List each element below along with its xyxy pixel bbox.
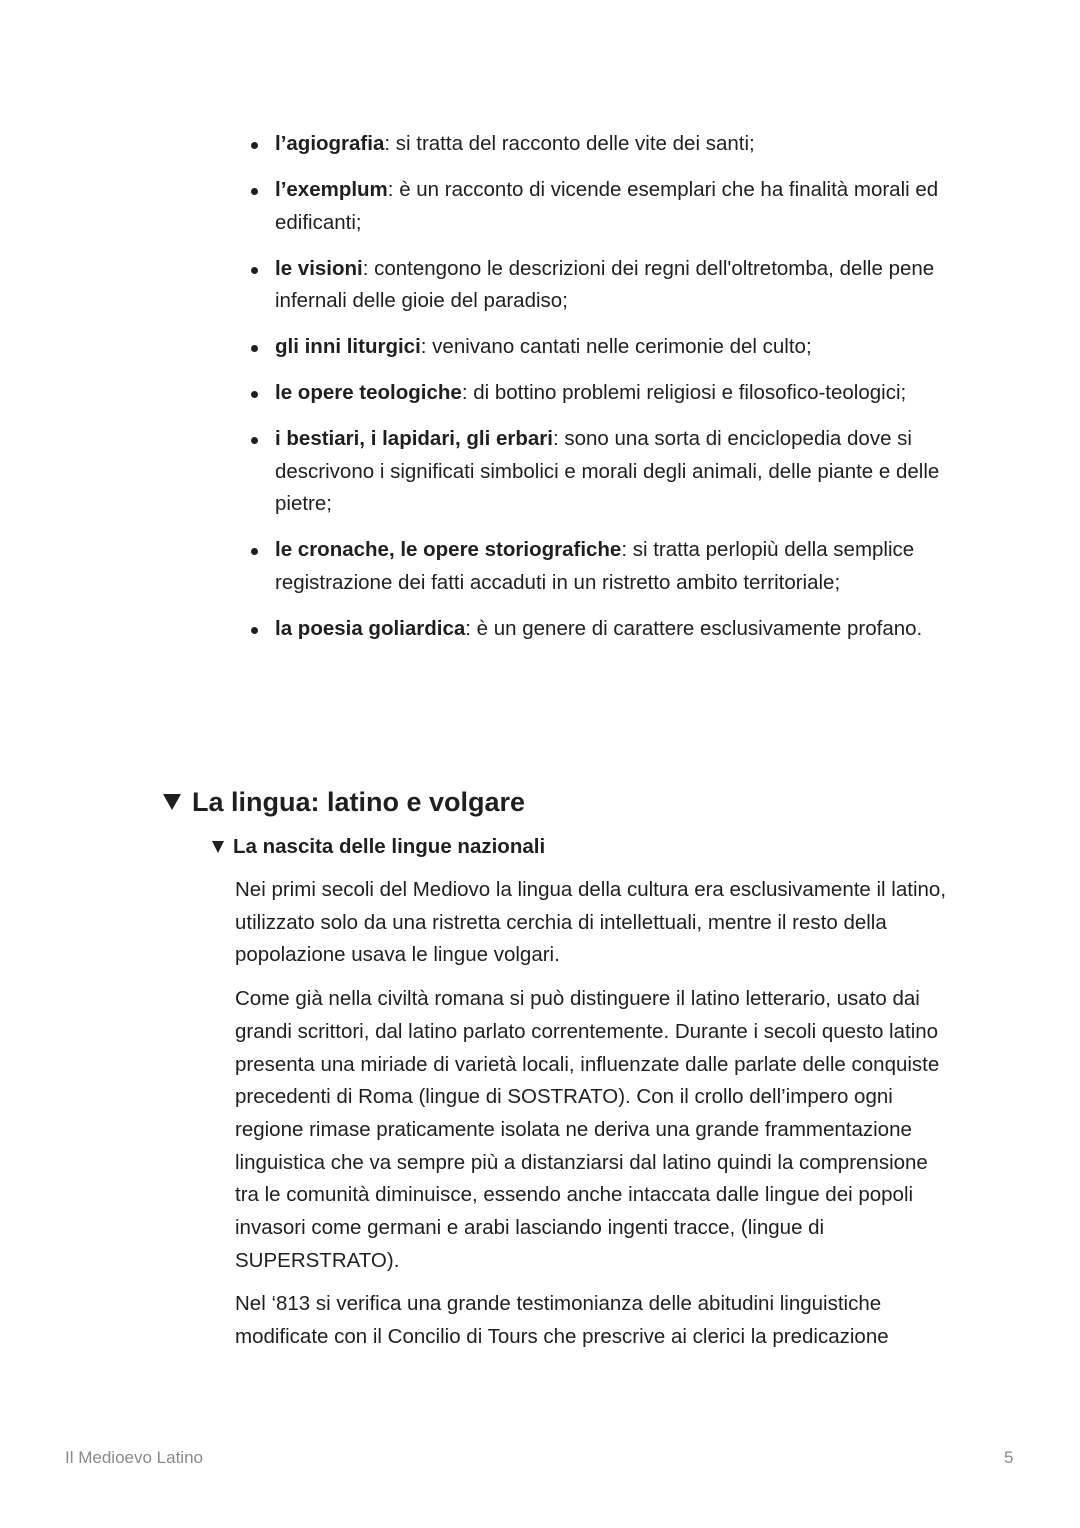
- list-item-desc: : sono una sorta di enciclopedia dove si descrivono i significati simbolici e morali degli animali, delle piante e delle pietre;: [275, 427, 940, 515]
- list-item: [246, 128, 966, 161]
- list-item-desc: : di bottino problemi religiosi e filosofico-teologici;: [461, 381, 907, 404]
- genres-list: [246, 128, 966, 659]
- bullet-icon: [251, 391, 258, 398]
- bullet-icon: [251, 627, 258, 634]
- paragraph: Nel ‘813 si verifica una grande testimonianza delle abitudini linguistiche modificate con il Concilio di Tours che prescrive ai clerici la predicazione: [235, 1292, 889, 1349]
- list-item-term: le visioni: [275, 256, 363, 280]
- list-item-term: le opere teologiche: [275, 381, 462, 404]
- list-item-term: gli inni liturgici: [275, 335, 421, 358]
- paragraph: Nei primi secoli del Mediovo la lingua della cultura era esclusivamente il latino, utilizzato solo da una ristretta cerchia di intellettuali, mentre il resto della popolazione usava le lingue volgari.: [235, 878, 947, 967]
- bullet-icon: [251, 267, 258, 274]
- list-item-desc: : venivano cantati nelle cerimonie del culto;: [420, 335, 812, 358]
- list-item-desc: : si tratta del racconto delle vite dei santi;: [384, 132, 755, 155]
- list-item-term: le cronache, le opere storiografiche: [275, 538, 622, 561]
- section-toggle-heading[interactable]: [163, 784, 525, 820]
- subsection-toggle-heading[interactable]: [212, 833, 545, 861]
- list-item-desc: : è un genere di carattere esclusivamente profano.: [465, 616, 923, 640]
- section-heading: La lingua: latino e volgare: [192, 787, 526, 817]
- list-item: [246, 253, 966, 318]
- list-item: [246, 377, 966, 410]
- bullet-icon: [251, 437, 258, 444]
- bullet-icon: [251, 188, 258, 195]
- bullet-icon: [251, 142, 258, 149]
- list-item: [246, 331, 966, 364]
- footer-page-number: 5: [1004, 1448, 1014, 1467]
- list-item-term: i bestiari, i lapidari, gli erbari: [275, 427, 553, 450]
- bullet-icon: [251, 548, 258, 555]
- list-item: [246, 613, 966, 646]
- list-item-desc: : si tratta perlopiù della semplice registrazione dei fatti accaduti in un ristretto ambito territoriale;: [275, 538, 915, 594]
- footer-document-title: Il Medioevo Latino: [65, 1448, 203, 1467]
- list-item: [246, 534, 966, 599]
- subsection-body: [235, 874, 955, 1365]
- bullet-icon: [251, 345, 258, 352]
- triangle-down-icon[interactable]: [212, 841, 224, 853]
- list-item: [246, 423, 966, 521]
- list-item-term: la poesia goliardica: [275, 616, 466, 640]
- list-item: [246, 174, 966, 239]
- triangle-down-icon[interactable]: [163, 794, 181, 810]
- list-item-desc: : contengono le descrizioni dei regni dell'oltretomba, delle pene infernali delle gioie del paradiso;: [275, 256, 935, 312]
- list-item-term: l’agiografia: [275, 132, 385, 155]
- subsection-heading: La nascita delle lingue nazionali: [233, 835, 546, 858]
- paragraph: Come già nella civiltà romana si può distinguere il latino letterario, usato dai grandi scrittori, dal latino parlato correntemente. Durante i secoli questo latino presenta una miriade di varietà locali, influenzate dalle parlate delle conquiste precedenti di Roma (lingue di SOSTRATO). Con il crollo dell’impero ogni regione rimase praticamente isolata ne deriva una grande frammentazione linguistica che va sempre più a distanziarsi dal latino quindi la comprensione tra le comunità diminuisce, essendo anche intaccata dalle lingue dei popoli invasori come germani e arabi lasciando ingenti tracce, (lingue di SUPERSTRATO).: [235, 987, 940, 1272]
- list-item-term: l’exemplum: [275, 178, 388, 201]
- list-item-desc: : è un racconto di vicende esemplari che ha finalità morali ed edificanti;: [275, 178, 939, 234]
